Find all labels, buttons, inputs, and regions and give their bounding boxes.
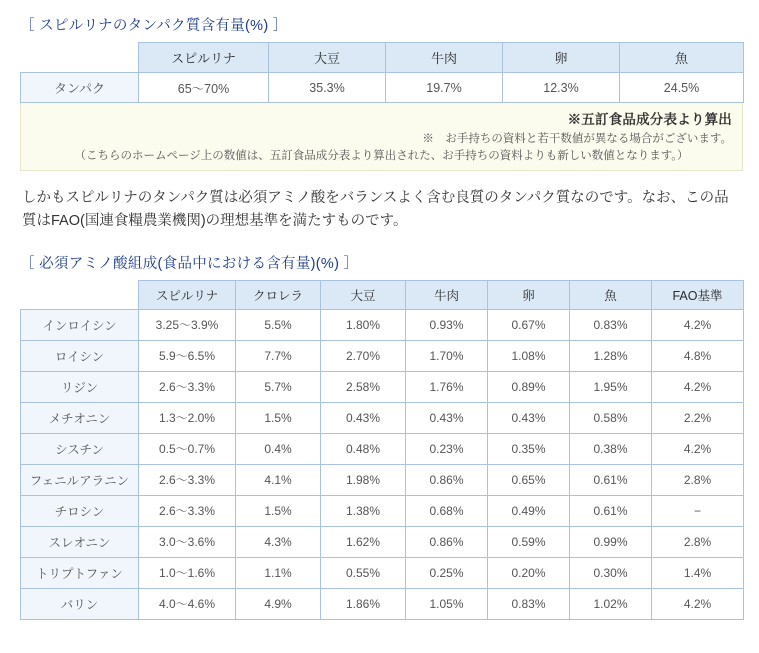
amino-cell: 4.9%: [236, 588, 321, 619]
amino-cell: 0.59%: [488, 526, 570, 557]
protein-col-beef: 牛肉: [386, 43, 503, 73]
amino-col-spirulina: スピルリナ: [139, 280, 236, 309]
amino-cell: 1.28%: [570, 340, 652, 371]
table-header-row: [21, 280, 744, 309]
amino-col-chlorella: クロレラ: [236, 280, 321, 309]
amino-cell: 1.38%: [321, 495, 406, 526]
amino-cell: 0.86%: [406, 464, 488, 495]
table-row: [21, 526, 744, 557]
amino-cell: 1.3〜2.0%: [139, 402, 236, 433]
amino-cell: 3.25〜3.9%: [139, 309, 236, 340]
amino-cell: −: [652, 495, 744, 526]
protein-value-spirulina: 65〜70%: [139, 73, 269, 103]
amino-cell: 0.83%: [570, 309, 652, 340]
amino-cell: 0.30%: [570, 557, 652, 588]
amino-section-heading: ［ 必須アミノ酸組成(食品中における含有量)(%) ］: [20, 255, 359, 272]
amino-row-label: メチオニン: [21, 402, 139, 433]
amino-cell: 1.0〜1.6%: [139, 557, 236, 588]
amino-cell: 5.5%: [236, 309, 321, 340]
source-note-primary: ※五訂食品成分表より算出: [567, 112, 732, 127]
amino-cell: 2.6〜3.3%: [139, 464, 236, 495]
amino-row-label: ロイシン: [21, 340, 139, 371]
amino-cell: 0.68%: [406, 495, 488, 526]
amino-col-fao: FAO基準: [652, 280, 744, 309]
protein-value-fish: 24.5%: [620, 73, 744, 103]
amino-cell: 0.86%: [406, 526, 488, 557]
source-note-tertiary: （こちらのホームページ上の数値は、五訂食品成分表より算出された、お手持ちの資料よりも新しい数値となります。）: [74, 150, 689, 162]
amino-cell: 1.76%: [406, 371, 488, 402]
table-row: [21, 495, 744, 526]
amino-cell: 4.8%: [652, 340, 744, 371]
table-row: [21, 402, 744, 433]
amino-cell: 3.0〜3.6%: [139, 526, 236, 557]
amino-cell: 0.61%: [570, 464, 652, 495]
amino-cell: 0.48%: [321, 433, 406, 464]
source-note-box: [20, 103, 743, 171]
protein-content-table: [20, 42, 744, 103]
table-row: [21, 557, 744, 588]
amino-cell: 1.95%: [570, 371, 652, 402]
amino-cell: 2.58%: [321, 371, 406, 402]
amino-cell: 2.70%: [321, 340, 406, 371]
amino-row-label: インロイシン: [21, 309, 139, 340]
protein-col-spirulina: スピルリナ: [139, 43, 269, 73]
amino-row-label: フェニルアラニン: [21, 464, 139, 495]
amino-col-egg: 卵: [488, 280, 570, 309]
amino-cell: 0.93%: [406, 309, 488, 340]
table-row: [21, 340, 744, 371]
amino-cell: 0.23%: [406, 433, 488, 464]
table-row: [21, 309, 744, 340]
table-row: [21, 588, 744, 619]
amino-cell: 1.4%: [652, 557, 744, 588]
amino-cell: 1.80%: [321, 309, 406, 340]
amino-cell: 0.83%: [488, 588, 570, 619]
amino-cell: 2.8%: [652, 464, 744, 495]
amino-cell: 0.43%: [321, 402, 406, 433]
amino-row-label: トリプトファン: [21, 557, 139, 588]
amino-cell: 0.35%: [488, 433, 570, 464]
protein-value-soybean: 35.3%: [269, 73, 386, 103]
protein-col-fish: 魚: [620, 43, 744, 73]
amino-col-corner: [21, 280, 139, 309]
amino-cell: 0.43%: [406, 402, 488, 433]
amino-cell: 0.43%: [488, 402, 570, 433]
amino-cell: 1.5%: [236, 495, 321, 526]
protein-col-egg: 卵: [503, 43, 620, 73]
amino-cell: 1.02%: [570, 588, 652, 619]
protein-col-soybean: 大豆: [269, 43, 386, 73]
source-note-secondary: ※ お手持ちの資料と若干数値が異なる場合がございます。: [422, 133, 732, 145]
amino-row-label: リジン: [21, 371, 139, 402]
amino-cell: 0.55%: [321, 557, 406, 588]
amino-col-fish: 魚: [570, 280, 652, 309]
amino-row-label: チロシン: [21, 495, 139, 526]
amino-cell: 4.2%: [652, 433, 744, 464]
amino-cell: 4.0〜4.6%: [139, 588, 236, 619]
amino-cell: 0.49%: [488, 495, 570, 526]
amino-cell: 0.65%: [488, 464, 570, 495]
amino-col-soybean: 大豆: [321, 280, 406, 309]
amino-cell: 2.8%: [652, 526, 744, 557]
amino-cell: 0.25%: [406, 557, 488, 588]
amino-cell: 0.58%: [570, 402, 652, 433]
amino-row-label: スレオニン: [21, 526, 139, 557]
amino-cell: 4.1%: [236, 464, 321, 495]
amino-cell: 1.70%: [406, 340, 488, 371]
amino-cell: 1.08%: [488, 340, 570, 371]
amino-cell: 2.2%: [652, 402, 744, 433]
amino-cell: 7.7%: [236, 340, 321, 371]
table-header-row: [21, 43, 744, 73]
amino-cell: 0.99%: [570, 526, 652, 557]
table-row: [21, 371, 744, 402]
amino-cell: 1.86%: [321, 588, 406, 619]
amino-cell: 0.4%: [236, 433, 321, 464]
amino-cell: 0.20%: [488, 557, 570, 588]
amino-cell: 0.67%: [488, 309, 570, 340]
amino-cell: 1.1%: [236, 557, 321, 588]
protein-col-corner: [21, 43, 139, 73]
amino-cell: 1.5%: [236, 402, 321, 433]
amino-col-beef: 牛肉: [406, 280, 488, 309]
amino-cell: 4.2%: [652, 309, 744, 340]
protein-row-label: タンパク: [21, 73, 139, 103]
amino-cell: 2.6〜3.3%: [139, 495, 236, 526]
amino-cell: 1.98%: [321, 464, 406, 495]
amino-cell: 1.62%: [321, 526, 406, 557]
body-paragraph: しかもスピルリナのタンパク質は必須アミノ酸をバランスよく含む良質のタンパク質なのです。なお、この品質はFAO(国連食糧農業機関)の理想基準を満たすものです。: [22, 190, 729, 230]
amino-cell: 2.6〜3.3%: [139, 371, 236, 402]
amino-cell: 4.2%: [652, 588, 744, 619]
protein-value-beef: 19.7%: [386, 73, 503, 103]
protein-value-egg: 12.3%: [503, 73, 620, 103]
amino-cell: 0.38%: [570, 433, 652, 464]
amino-row-label: バリン: [21, 588, 139, 619]
amino-cell: 0.61%: [570, 495, 652, 526]
amino-acid-table: [20, 280, 744, 620]
table-row: [21, 464, 744, 495]
amino-cell: 0.5〜0.7%: [139, 433, 236, 464]
amino-cell: 1.05%: [406, 588, 488, 619]
amino-row-label: シスチン: [21, 433, 139, 464]
amino-cell: 0.89%: [488, 371, 570, 402]
amino-cell: 4.3%: [236, 526, 321, 557]
amino-cell: 5.9〜6.5%: [139, 340, 236, 371]
amino-cell: 5.7%: [236, 371, 321, 402]
table-row: [21, 73, 744, 103]
amino-cell: 4.2%: [652, 371, 744, 402]
table-row: [21, 433, 744, 464]
protein-section-heading: ［ スピルリナのタンパク質含有量(%) ］: [20, 18, 288, 34]
